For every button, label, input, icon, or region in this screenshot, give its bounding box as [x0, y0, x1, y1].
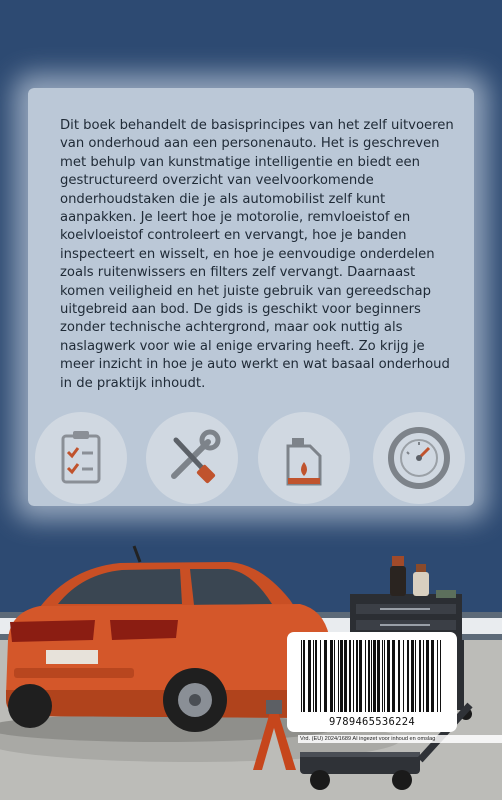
oil-can-icon — [258, 412, 350, 504]
barcode-bar — [340, 640, 343, 712]
isbn-number: 9789465536224 — [328, 716, 416, 728]
barcode-bars — [299, 640, 445, 714]
barcode-bar — [403, 640, 404, 712]
barcode-bar — [392, 640, 395, 712]
barcode-bar — [356, 640, 358, 712]
barcode-bar — [440, 640, 441, 712]
tire-gauge-icon — [373, 412, 465, 504]
barcode-bar — [384, 640, 385, 712]
barcode-bar — [359, 640, 362, 712]
barcode-bar — [365, 640, 366, 712]
barcode-bar — [415, 640, 416, 712]
barcode-bar — [330, 640, 333, 712]
barcode-bar — [303, 640, 305, 712]
barcode-bar — [423, 640, 424, 712]
barcode-bar — [382, 640, 383, 712]
barcode-bar — [407, 640, 409, 712]
barcode-bar — [353, 640, 354, 712]
barcode-bar — [419, 640, 421, 712]
barcode-bar — [398, 640, 400, 712]
isbn-barcode — [287, 632, 457, 732]
tools-icon — [146, 412, 238, 504]
barcode-bar — [349, 640, 351, 712]
barcode-bar — [315, 640, 317, 712]
barcode-bar — [373, 640, 376, 712]
barcode-bar — [411, 640, 414, 712]
back-cover-blurb: Dit boek behandelt de basisprincipes van het zelf uitvoeren van onderhoud aan een personenauto. Het is geschreven met behulp van kunstmatige intelligentie en biedt een gestructureerd overzicht van veelvoorkomende onderhoudstaken die je als automobilist zelf kunt aanpakken. Je leert hoe je motorolie, remvloeistof en koelvloeistof controleert en vervangt, hoe je banden inspecteert en wisselt, en hoe je eenvoudige onderdelen zoals ruitenwissers en filters zelf vervangt. Daarnaast komen veiligheid en het juiste gebruik van gereedschap uitgebreid aan bod. De gids is geschikt voor beginners zonder technische achtergrond, maar ook nuttig als naslagwerk voor wie al enige ervaring heeft. Zo krijg je meer inzicht in hoe je auto werkt en wat basaal onderhoud in de praktijk inhoudt. — [60, 118, 454, 391]
barcode-bar — [334, 640, 335, 712]
legal-notice: Vrd. (EU) 2024/1689 AI ingezet voor inhoud en omslag — [298, 735, 502, 743]
barcode-bar — [344, 640, 347, 712]
barcode-bar — [308, 640, 311, 712]
barcode-bar — [301, 640, 302, 712]
barcode-bar — [313, 640, 314, 712]
maintenance-icons — [0, 412, 502, 512]
barcode-bar — [437, 640, 438, 712]
barcode-bar — [371, 640, 372, 712]
barcode-bar — [320, 640, 321, 712]
barcode-bar — [426, 640, 429, 712]
barcode-bar — [324, 640, 327, 712]
checklist-icon — [35, 412, 127, 504]
barcode-bar — [338, 640, 339, 712]
barcode-bar — [387, 640, 390, 712]
barcode-bar — [377, 640, 380, 712]
barcode-bar — [368, 640, 370, 712]
barcode-bar — [431, 640, 434, 712]
